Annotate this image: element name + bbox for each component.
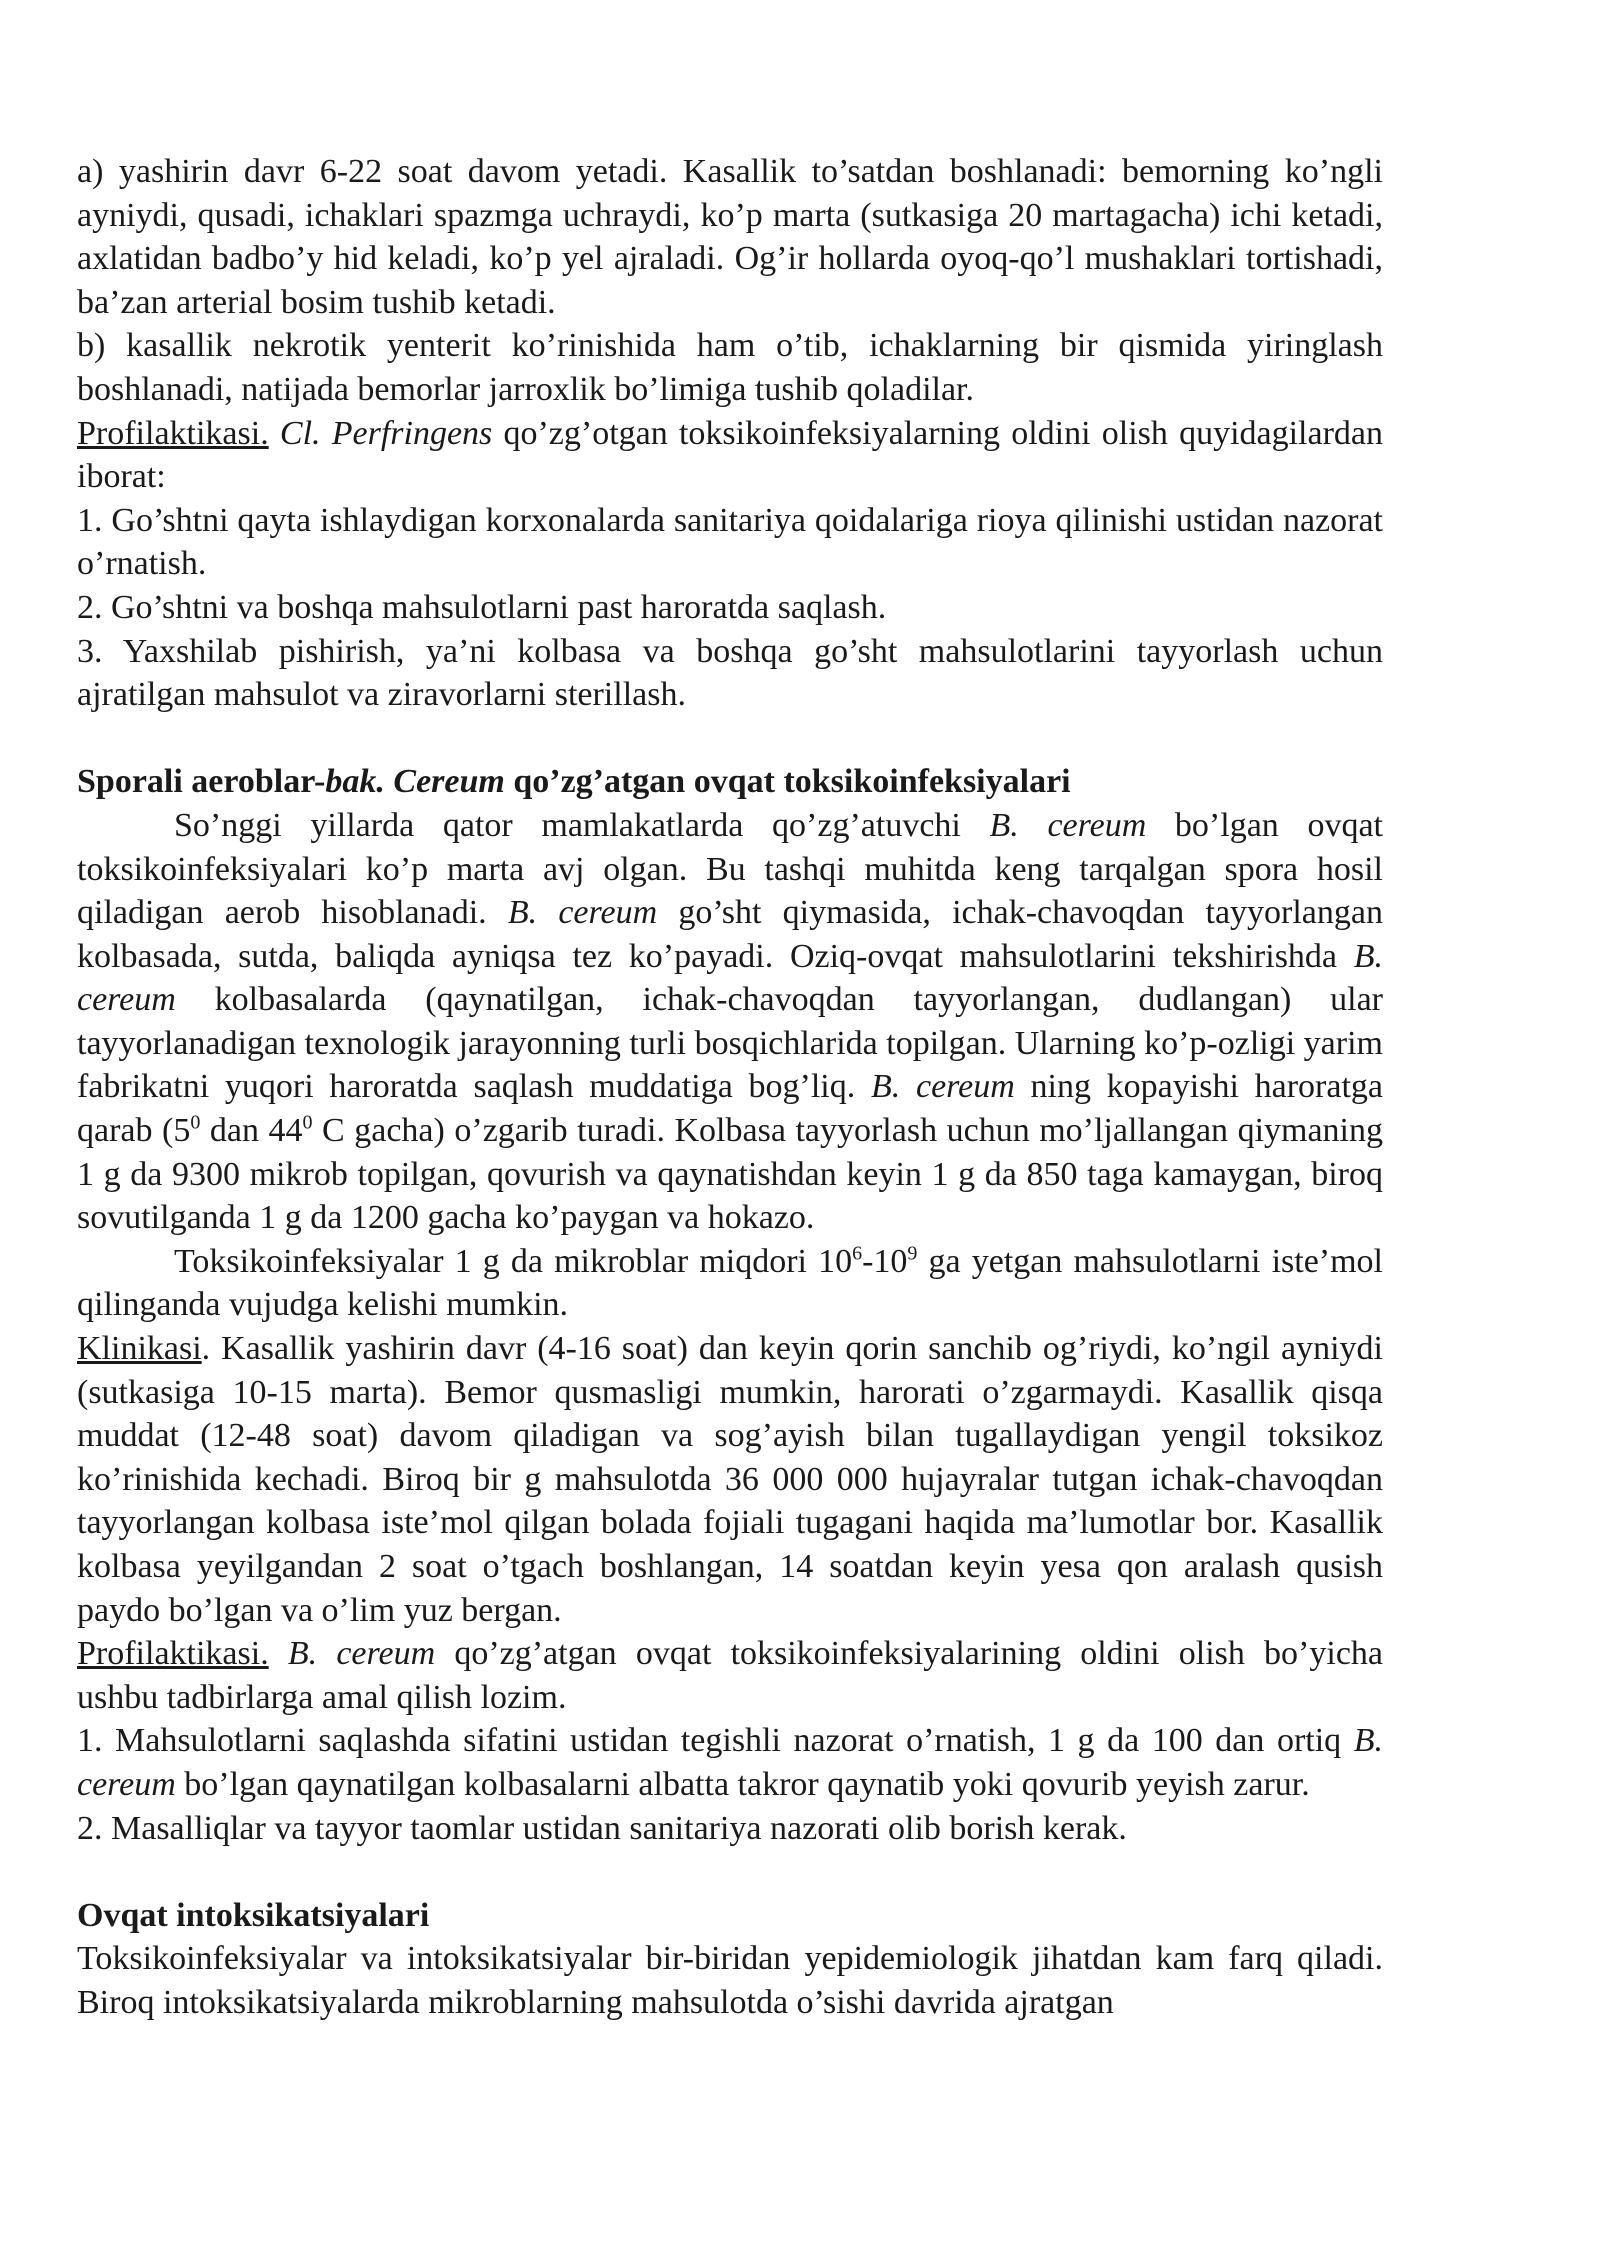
organism-name: Cl. Perfringens (279, 414, 493, 452)
list-item: 2. Go’shtni va boshqa mahsulotlarni past haroratda saqlash. (77, 588, 887, 626)
list-item: 1. Mahsulotlarni saqlashda sifatini ustidan tegishli nazorat o’rnatish, 1 g da 100 dan ortiq B. cereum bo’lgan qaynatilgan kolbasalarni albatta takror qaynatib yoki qovurib yeyish zarur. (77, 1722, 1383, 1803)
paragraph-symptoms-b: b) kasallik nekrotik yenterit ko’rinishida ham o’tib, ichaklarning bir qismida yiringlash boshlanadi, natijada bemorlar jarroxlik bo’limiga tushib qoladilar. (77, 327, 1383, 408)
spacer (77, 1850, 1383, 1894)
paragraph-prophylaxis-cl: Profilaktikasi. Cl. Perfringens qo’zg’otgan toksikoinfeksiyalarning oldini olish quyidagilardan iborat: (77, 414, 1384, 496)
list-item: 2. Masalliqlar va tayyor taomlar ustidan sanitariya nazorati olib borish kerak. (77, 1809, 1127, 1847)
paragraph-intoxications: Toksikoinfeksiyalar va intoksikatsiyalar bir-biridan yepidemiologik jihatdan kam farq qiladi. Biroq intoksikatsiyalarda mikroblarning mahsulotda o’sishi davrida ajratgan (77, 1940, 1383, 2021)
clinic-label: Klinikasi (77, 1330, 202, 1368)
list-item: 3. Yaxshilab pishirish, ya’ni kolbasa va boshqa go’sht mahsulotlarini tayyorlash uchun ajratilgan mahsulot va ziravorlarni sterillash. (77, 632, 1383, 714)
paragraph-clinic: Klinikasi. Kasallik yashirin davr (4-16 soat) dan keyin qorin sanchib og’riydi, ko’ngil ayniydi (sutkasiga 10-15 marta). Bemor qusmasligi mumkin, harorati o’zgarmaydi. Kasallik qisqa muddat (12-48 soat) davom qiladigan va sog’ayish bilan tugallaydigan yengil toksikoz ko’rinishida kechadi. Biroq bir g mahsulotda 36 000 000 hujayralar tutgan ichak-chavoqdan tayyorlangan kolbasa iste’mol qilgan bolada fojiali tugagani haqida ma’lumotlar bor. Kasallik kolbasa yeyilgandan 2 soat o’tgach boshlangan, 14 soatdan keyin yesa qon aralash qusish paydo bo’lgan va o’lim yuz bergan. (77, 1330, 1383, 1629)
section-heading-b-cereum: Sporali aeroblar-bak. Cereum qo’zg’atgan ovqat toksikoinfeksiyalari (77, 763, 1071, 801)
paragraph-symptoms-a: a) yashirin davr 6-22 soat davom yetadi. Kasallik to’satdan boshlanadi: bemorning ko’ngli ayniydi, qusadi, ichaklari spazmga uchraydi, ko’p marta (sutkasiga 20 martagacha) ichi ketadi, axlatidan badbo’y hid keladi, ko’p yel ajraladi. Og’ir hollarda oyoq-qo’l mushaklari tortishadi, ba’zan arterial bosim tushib ketadi. (77, 153, 1383, 321)
paragraph-microbe-count: Toksikoinfeksiyalar 1 g da mikroblar miqdori $10^6-10^9$ ga yetgan mahsulotlarni iste’mol qilinganda vujudga kelishi mumkin. (77, 1242, 1383, 1324)
paragraph-prophylaxis-b-cereum: Profilaktikasi. B. cereum qo’zg’atgan ovqat toksikoinfeksiyalarining oldini olish bo’yicha ushbu tadbirlarga amal qilish lozim. (77, 1635, 1384, 1716)
list-item: 1. Go’shtni qayta ishlaydigan korxonalarda sanitariya qoidalariga rioya qilinishi ustidan nazorat o’rnatish. (77, 501, 1383, 583)
paragraph-b-cereum-intro: So’nggi yillarda qator mamlakatlarda qo’zg’atuvchi B. cereum bo’lgan ovqat toksikoinfeksiyalari ko’p marta avj olgan. Bu tashqi muhitda keng tarqalgan spora hosil qiladigan aerob hisoblanadi. B. cereum go’sht qiymasida, ichak-chavoqdan tayyorlangan kolbasada, sutda, baliqda ayniqsa tez ko’payadi. Oziq-ovqat mahsulotlarini tekshirishda B. cereum kolbasalarda (qaynatilgan, ichak-chavoqdan tayyorlangan, dudlangan) ular tayyorlanadigan texnologik jarayonning turli bosqichlarida topilgan. Ularning ko’p-ozligi yarim fabrikatni yuqori haroratda saqlash muddatiga bog’liq. B. cereum ning kopayishi haroratga qarab ($5^0$ dan $44^0$ C gacha) o’zgarib turadi. Kolbasa tayyorlash uchun mo’ljallangan qiymaning 1 g da 9300 mikrob topilgan, qovurish va qaynatishdan keyin 1 g da 850 taga kamaygan, biroq sovutilganda 1 g da 1200 gacha ko’paygan va hokazo. (77, 806, 1383, 1237)
prophylaxis-label: Profilaktikasi. (77, 414, 269, 452)
document-page (77, 150, 1383, 2025)
prophylaxis-label: Profilaktikasi. (77, 1635, 269, 1673)
section-heading-intoxications: Ovqat intoksikatsiyalari (77, 1896, 430, 1934)
organism-name: B. cereum (287, 1635, 436, 1673)
spacer (77, 717, 1383, 761)
